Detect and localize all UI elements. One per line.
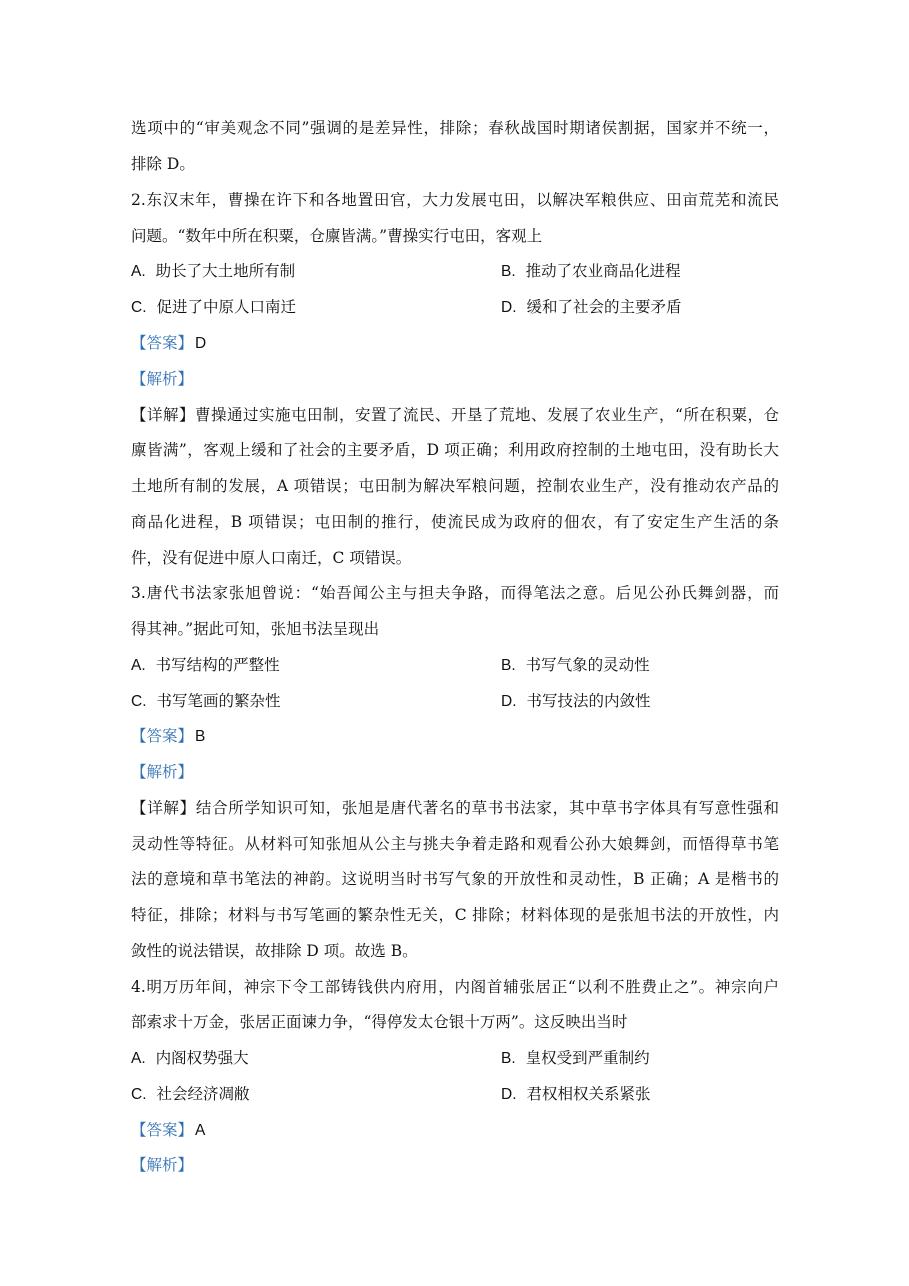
question-2-stem: 问题。“数年中所在积粟，仓廪皆满。”曹操实行屯田，客观上	[131, 227, 543, 245]
question-3-option-a: A. 书写结构的严整性	[131, 656, 280, 674]
question-3-detail: 法的意境和草书笔法的神韵。这说明当时书写气象的开放性和灵动性，B 正确；A 是楷书的	[131, 870, 779, 888]
answer-label: 【答案】	[131, 334, 194, 352]
detail-label: 【详解】	[131, 406, 196, 424]
question-4-option-c: C. 社会经济凋敝	[131, 1085, 250, 1103]
question-3-stem: 得其神。”据此可知，张旭书法呈现出	[131, 620, 380, 638]
question-2-option-c: C. 促进了中原人口南迁	[131, 298, 297, 316]
question-2-detail: 商品化进程，B 项错误；屯田制的推行，使流民成为政府的佃农，有了安定生产生活的条	[131, 513, 779, 531]
analysis-label: 【解析】	[131, 370, 194, 388]
question-3-option-d: D. 书写技法的内敛性	[501, 692, 651, 710]
question-2-detail: 土地所有制的发展，A 项错误；屯田制为解决军粮问题，控制农业生产，没有推动农产品的	[131, 477, 779, 495]
answer-label: 【答案】	[131, 1121, 194, 1139]
question-4-answer: 【答案】 A	[131, 1121, 206, 1139]
question-2-detail: 廪皆满”，客观上缓和了社会的主要矛盾，D 项正确；利用政府控制的土地屯田，没有助长大	[131, 441, 779, 459]
question-3-option-c: C. 书写笔画的繁杂性	[131, 692, 281, 710]
question-3-detail: 敛性的说法错误，故排除 D 项。故选 B。	[131, 942, 418, 960]
answer-label: 【答案】	[131, 727, 194, 745]
question-3-detail: 特征，排除；材料与书写笔画的繁杂性无关，C 排除；材料体现的是张旭书法的开放性，内	[131, 906, 779, 924]
question-4-option-b: B. 皇权受到严重制约	[501, 1049, 650, 1067]
analysis-label: 【解析】	[131, 763, 194, 781]
question-3-analysis-label	[131, 762, 779, 782]
question-2-detail: 【详解】曹操通过实施屯田制，安置了流民、开垦了荒地、发展了农业生产，“所在积粟，仓	[131, 406, 779, 424]
question-3-answer: 【答案】 B	[131, 727, 206, 745]
question-4-analysis-label	[131, 1155, 779, 1175]
question-2-option-b: B. 推动了农业商品化进程	[501, 262, 681, 280]
question-4-option-d: D. 君权相权关系紧张	[501, 1085, 651, 1103]
question-3-stem: 3.唐代书法家张旭曾说：“始吾闻公主与担夫争路，而得笔法之意。后见公孙氏舞剑器，而	[131, 584, 779, 602]
question-2-stem: 2.东汉末年，曹操在许下和各地置田官，大力发展屯田，以解决军粮供应、田亩荒芜和流民	[131, 191, 779, 209]
paragraph-line: 选项中的“审美观念不同”强调的是差异性，排除；春秋战国时期诸侯割据，国家并不统一，	[131, 119, 779, 137]
question-2-option-d: D. 缓和了社会的主要矛盾	[501, 298, 682, 316]
question-2-answer: 【答案】 D	[131, 334, 207, 352]
question-3-detail: 灵动性等特征。从材料可知张旭从公主与挑夫争着走路和观看公孙大娘舞剑，而悟得草书笔	[131, 835, 779, 853]
question-4-stem: 部索求十万金，张居正面谏力争，“得停发太仓银十万两”。这反映出当时	[131, 1013, 628, 1031]
question-3-option-b: B. 书写气象的灵动性	[501, 656, 650, 674]
analysis-label: 【解析】	[131, 1156, 194, 1174]
question-2-analysis-label	[131, 369, 779, 389]
question-2-detail: 件，没有促进中原人口南迁，C 项错误。	[131, 549, 412, 567]
detail-label: 【详解】	[131, 799, 196, 817]
question-3-detail: 【详解】结合所学知识可知，张旭是唐代著名的草书书法家，其中草书字体具有写意性强和	[131, 799, 779, 817]
question-4-stem: 4.明万历年间，神宗下令工部铸钱供内府用，内阁首辅张居正“以利不胜费止之”。神宗向户	[131, 978, 779, 996]
question-4-option-a: A. 内阁权势强大	[131, 1049, 249, 1067]
question-2-option-a: A. 助长了大土地所有制	[131, 262, 296, 280]
paragraph-line: 排除 D。	[131, 155, 195, 173]
